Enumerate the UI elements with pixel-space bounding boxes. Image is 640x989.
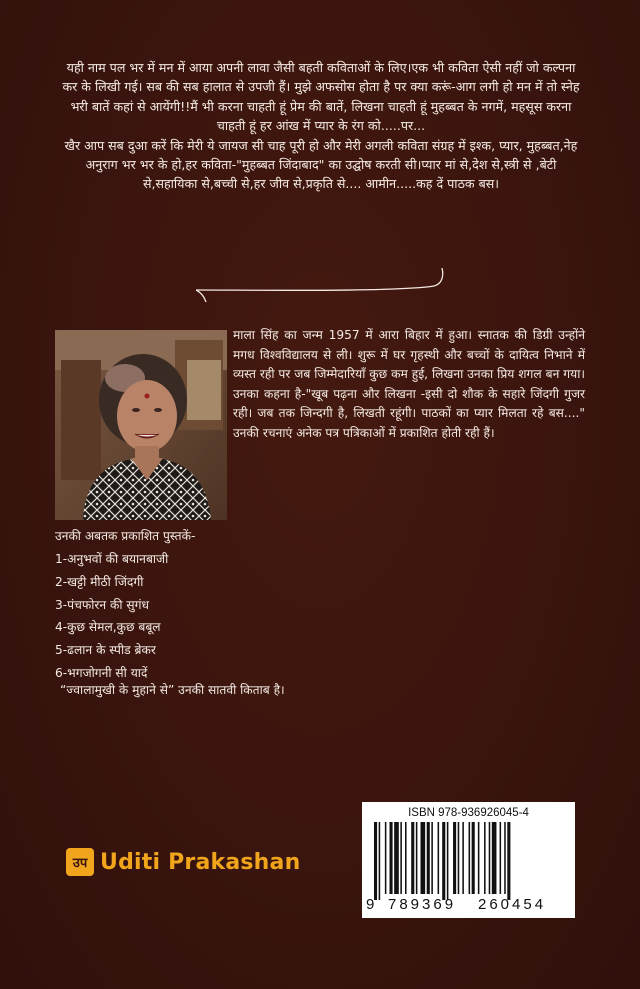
barcode-bar: [489, 822, 491, 894]
barcode-bar: [431, 822, 433, 894]
barcode-bar: [478, 822, 480, 894]
barcode-bar: [500, 822, 502, 894]
barcode-bar: [411, 822, 414, 894]
barcode-bar: [385, 822, 387, 894]
barcode-bar: [492, 822, 497, 894]
books-list: [55, 548, 168, 685]
list-item: 6-भगजोगनी सी यादें: [55, 665, 148, 680]
list-item: 3-पंचफोरन की सुगंध: [55, 597, 149, 612]
isbn-label: ISBN 978-936926045-4: [408, 807, 529, 819]
list-item: 2-खट्टी मीठी जिंदगी: [55, 574, 144, 589]
barcode-bars: [374, 822, 564, 900]
barcode-bar: [400, 822, 402, 894]
barcode-digits-right: 260454: [478, 896, 547, 913]
author-bio: माला सिंह का जन्म 1957 में आरा बिहार में हुआ। स्नातक की डिग्री उन्होंने मगध विश्वविद्यालय से ली। शुरू में घर गृहस्थी और बच्चों के दायित्व निभाने में व्यस्त रही पर जब जिम्मेदारियाँ कुछ कम हुई, लिखना उनका प्रिय शगल बन गया। उनका कहना है-"खूब पढ़ना और लिखना -इसी दो शौक के सहारे जिंदगी गुजर रही। जब तक जिन्दगी है, लिखती रहूंगी। पाठकों का प्यार मिलता रहे बस...." उनकी रचनाएं अनेक पत्र पत्रिकाओं में प्रकाशित होती रही हैं।: [233, 328, 585, 440]
barcode-bar: [394, 822, 399, 894]
barcode-bar: [390, 822, 393, 894]
intro-text: [62, 58, 580, 194]
intro-paragraph-2: खैर आप सब दुआ करें कि मेरी ये जायज सी चाह पूरी हो और मेरी अगली कविता संग्रह में इश्क, प्यार, मुहब्बत,नेह अनुराग भर भर के हो,हर कविता-"मुहब्बत जिंदाबाद" का उद्घोष करती सी।प्यार मां से,देश से,स्त्री से ,बेटी से,सहायिका से,बच्ची से,हर जीव से,प्रकृति से.... आमीन.....कह दें पाठक बस।: [64, 137, 578, 192]
decorative-swirl: [196, 268, 446, 304]
barcode-digits: [362, 896, 575, 914]
barcode-bar: [379, 822, 381, 900]
barcode-bar: [438, 822, 440, 894]
barcode-bar: [405, 822, 407, 894]
barcode-bar: [458, 822, 460, 894]
barcode-bar: [427, 822, 430, 894]
barcode-bar: [469, 822, 471, 894]
publisher-logo: [66, 845, 300, 879]
seventh-book-note: “ज्वालामुखी के मुहाने से” उनकी सातवी किताब है।: [60, 683, 285, 697]
barcode-bar: [507, 822, 510, 900]
barcode-bar: [453, 822, 456, 894]
list-item: 4-कुछ सेमल,कुछ बबूल: [55, 620, 161, 635]
barcode-bar: [504, 822, 506, 894]
barcode-bar: [374, 822, 377, 900]
barcode-bar: [462, 822, 464, 894]
barcode-digits-left: 789369: [388, 896, 457, 913]
barcode-bar: [447, 822, 449, 900]
books-title: उनकी अबतक प्रकाशित पुस्तकें-: [55, 529, 196, 543]
barcode-bar: [421, 822, 426, 894]
publisher-logo-icon: उप: [66, 848, 94, 876]
barcode-bar: [484, 822, 486, 894]
barcode-digit-first: 9: [366, 896, 375, 913]
author-photo: [55, 330, 227, 520]
intro-paragraph-1: यही नाम पल भर में मन में आया अपनी लावा जैसी बहती कविताओं के लिए।एक भी कविता ऐसी नहीं जो कल्पना कर के लिखी गई। सब की सब हालात से उपजी हैं। मुझे अफसोस होता है पर क्या करूं-आग लगी हो मन में तो स्नेह भरी बातें कहां से आयेंगी!!मैं भी करना चाहती हूं प्रेम की बातें, लिखना चाहती हूं मुहब्बत के नगमें, महसूस करना चाहती हूं हर आंख में प्यार के रंग को.....पर...: [62, 60, 580, 134]
author-portrait-image: [55, 330, 227, 520]
barcode-bar: [416, 822, 418, 894]
barcode-bar: [442, 822, 445, 900]
publisher-name: Uditi Prakashan: [100, 849, 301, 875]
list-item: 1-अनुभवों की बयानबाजी: [55, 552, 169, 566]
list-item: 5-ढलान के स्पीड ब्रेकर: [55, 643, 156, 658]
barcode-bar: [472, 822, 475, 894]
isbn-barcode: [362, 802, 575, 918]
